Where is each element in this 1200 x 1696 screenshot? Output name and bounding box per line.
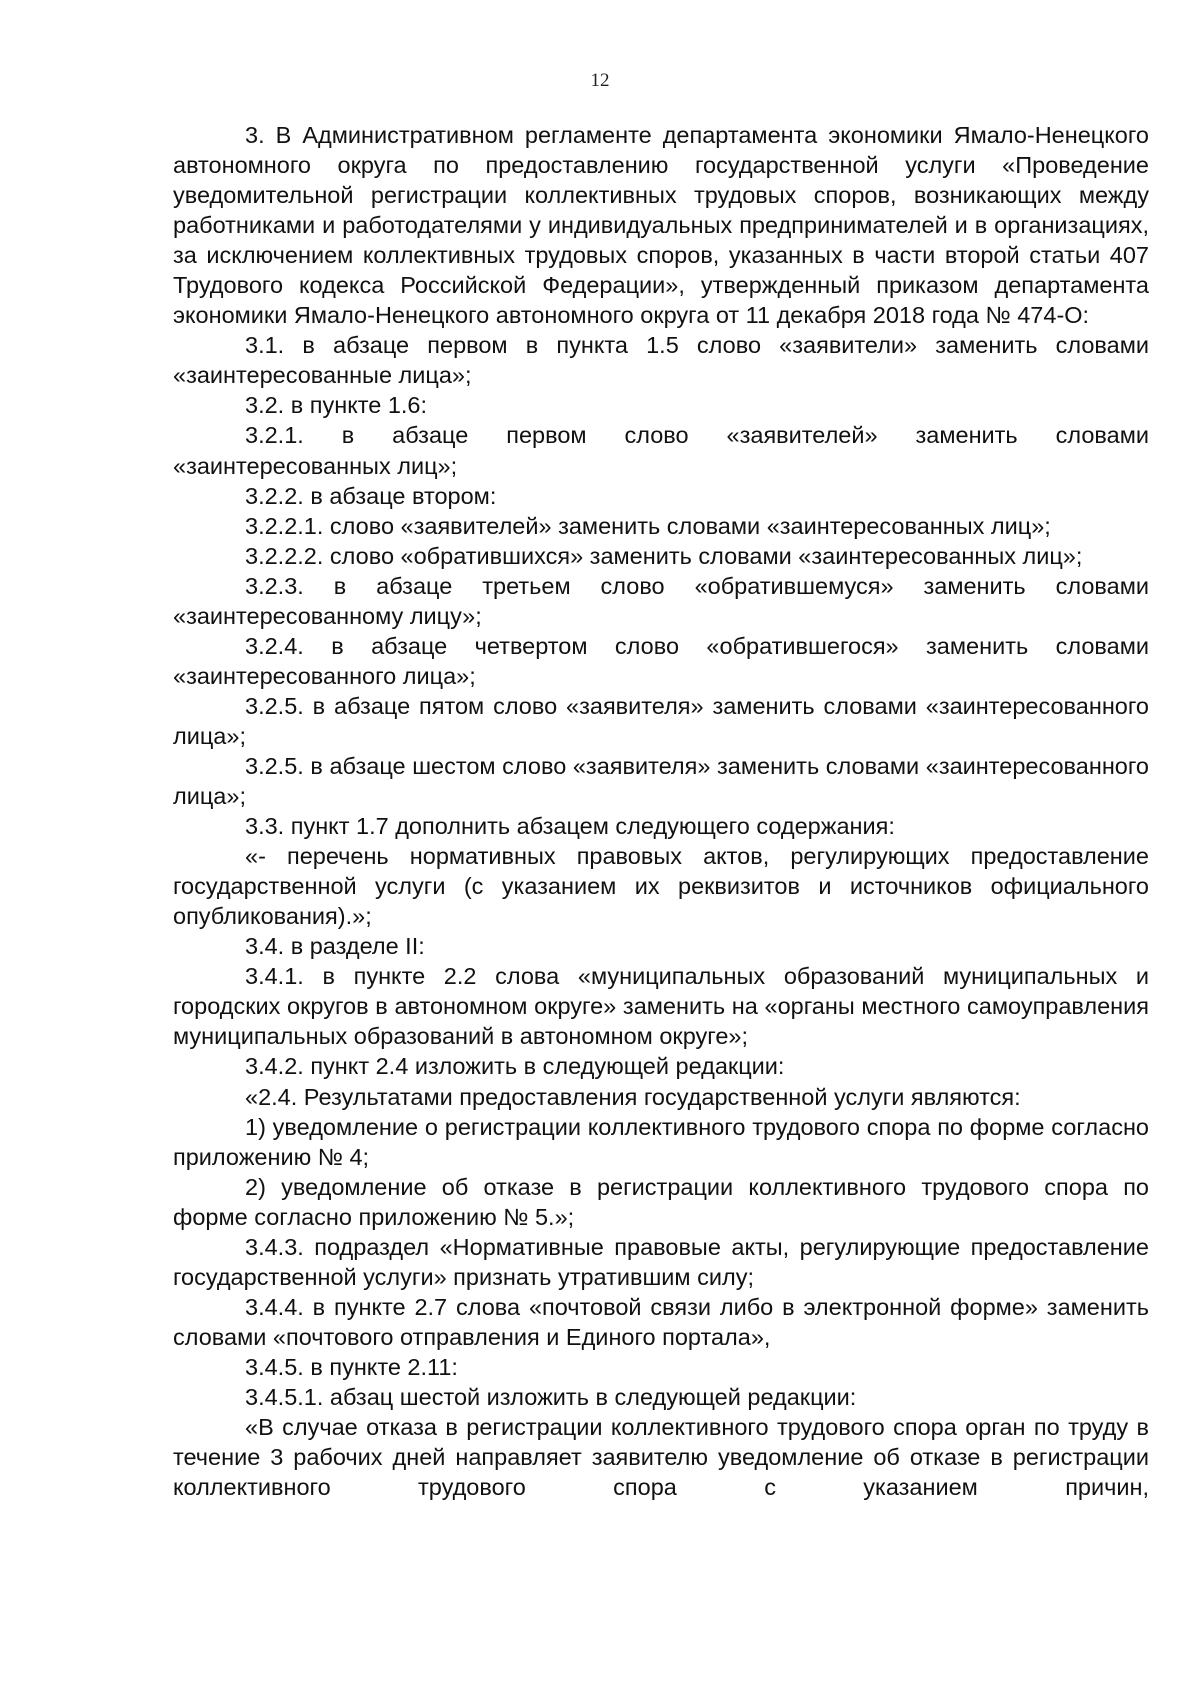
paragraph-3-3: 3.3. пункт 1.7 дополнить абзацем следующего содержания: [245, 813, 895, 840]
paragraph-3-2-2-1: 3.2.2.1. слово «заявителей» заменить словами «заинтересованных лиц»; [245, 512, 1051, 539]
paragraph-3-2-2-2: 3.2.2.2. слово «обратившихся» заменить словами «заинтересованных лиц»; [245, 542, 1083, 569]
paragraph-3-4-5-1: 3.4.5.1. абзац шестой изложить в следующей редакции: [245, 1383, 857, 1410]
paragraph-3-2-3: 3.2.3. в абзаце третьем слово «обратившемуся» заменить словами «заинтересованному лицу»; [173, 572, 1149, 629]
paragraph-2-4-quote: «2.4. Результатами предоставления государственной услуги являются: [245, 1083, 1021, 1110]
paragraph-3-4-1: 3.4.1. в пункте 2.2 слова «муниципальных образований муниципальных и городских округов в автономном округе» заменить на «органы местного самоуправления муниципальных образований в автономном округе»; [173, 963, 1149, 1050]
paragraph-3-4-4: 3.4.4. в пункте 2.7 слова «почтовой связи либо в электронной форме» заменить словами «почтового отправления и Единого портала», [173, 1293, 1149, 1350]
paragraph-3: 3. В Административном регламенте департамента экономики Ямало-Ненецкого автономного округа по предоставлению государственной услуги «Проведение уведомительной регистрации коллективных трудовых споров, возникающих между работниками и работодателями у индивидуальных предпринимателей и в организациях, за исключением коллективных трудовых споров, указанных в части второй статьи 407 Трудового кодекса Российской Федерации», утвержденный приказом департамента экономики Ямало-Ненецкого автономного округа от 11 декабря 2018 года № 474-О: [173, 122, 1149, 329]
paragraph-3-2-5-b: 3.2.5. в абзаце шестом слово «заявителя» заменить словами «заинтересованного лица»; [173, 752, 1149, 810]
paragraph-2-11-quote: «В случае отказа в регистрации коллективного трудового спора орган по труду в течение 3 рабочих дней направляет заявителю уведомление об отказе в регистрации коллективного трудового спора с указанием причин, [173, 1414, 1149, 1501]
paragraph-3-4-3: 3.4.3. подраздел «Нормативные правовые акты, регулирующие предоставление государственной услуги» признать утратившим силу; [173, 1233, 1149, 1290]
paragraph-3-2-4: 3.2.4. в абзаце четвертом слово «обратившегося» заменить словами «заинтересованного лица»; [173, 632, 1149, 689]
paragraph-2-4-item-1: 1) уведомление о регистрации коллективного трудового спора по форме согласно приложению № 4; [173, 1113, 1149, 1170]
page-number: 12 [590, 70, 610, 91]
paragraph-3-4: 3.4. в разделе II: [245, 933, 425, 960]
paragraph-3-2-2: 3.2.2. в абзаце втором: [245, 482, 497, 509]
paragraph-3-1: 3.1. в абзаце первом в пункта 1.5 слово «заявители» заменить словами «заинтересованные лица»; [173, 332, 1149, 389]
paragraph-3-2: 3.2. в пункте 1.6: [245, 392, 428, 419]
paragraph-3-4-5: 3.4.5. в пункте 2.11: [245, 1353, 458, 1380]
paragraph-2-4-item-2: 2) уведомление об отказе в регистрации коллективного трудового спора по форме согласно приложению № 5.»; [173, 1173, 1149, 1230]
document-body [173, 120, 1149, 1502]
paragraph-3-3-quote: «- перечень нормативных правовых актов, регулирующих предоставление государственной услуги (с указанием их реквизитов и источников официального опубликования).»; [173, 843, 1149, 930]
paragraph-3-2-5-a: 3.2.5. в абзаце пятом слово «заявителя» заменить словами «заинтересованного лица»; [173, 692, 1149, 749]
paragraph-3-4-2: 3.4.2. пункт 2.4 изложить в следующей редакции: [245, 1053, 785, 1080]
paragraph-3-2-1: 3.2.1. в абзаце первом слово «заявителей» заменить словами «заинтересованных лиц»; [173, 422, 1149, 479]
